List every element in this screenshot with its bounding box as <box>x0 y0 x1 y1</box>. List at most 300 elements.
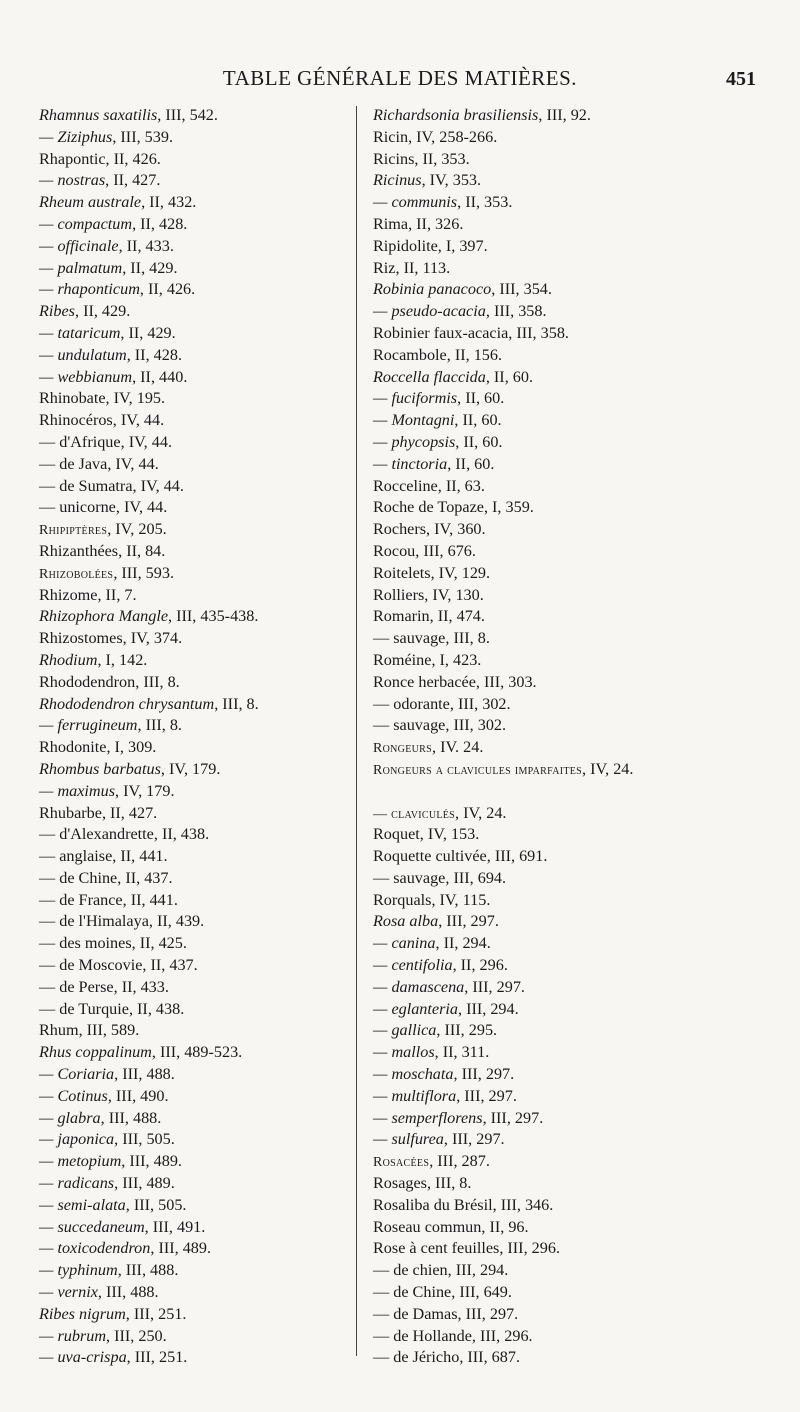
index-reference: , II, 294. <box>435 934 491 953</box>
index-entry <box>373 977 773 999</box>
index-reference: , II, 96. <box>481 1217 529 1236</box>
index-entry <box>373 585 773 607</box>
index-reference: , III, 302. <box>449 694 511 713</box>
index-entry <box>39 323 339 345</box>
index-entry <box>39 868 339 890</box>
index-term: Rorquals <box>373 890 432 909</box>
index-term: Ripidolite <box>373 236 438 255</box>
index-entry <box>373 606 773 628</box>
index-reference: , II, 429. <box>120 323 176 342</box>
index-term: — Coriaria <box>39 1065 115 1084</box>
index-term: — de France <box>39 890 123 909</box>
index-term: — communis <box>373 193 458 212</box>
index-entry <box>373 236 773 258</box>
index-reference: , IV, 44. <box>112 411 165 430</box>
index-reference: , III, 505. <box>114 1130 175 1149</box>
index-reference: , III, 92. <box>538 106 591 124</box>
index-reference: , III, 294. <box>447 1261 509 1280</box>
index-term: — moschata <box>373 1065 454 1084</box>
index-entry <box>373 759 773 803</box>
index-term: — rubrum <box>39 1326 107 1345</box>
index-term: — sauvage <box>373 868 446 887</box>
index-entry <box>373 279 773 301</box>
index-reference: , II, 353. <box>414 149 470 168</box>
index-reference: , II, 296. <box>452 956 508 975</box>
index-term: Ronce herbacée <box>373 672 476 691</box>
index-term: — de Turquie <box>39 999 129 1018</box>
index-reference: , III, 691. <box>486 847 548 866</box>
index-reference: , III, 296. <box>471 1326 533 1345</box>
index-entry <box>39 1064 339 1086</box>
index-reference: , IV, 195. <box>105 389 166 408</box>
index-entry <box>39 1129 339 1151</box>
index-entry <box>39 846 339 868</box>
index-reference: , I, 309. <box>106 738 157 757</box>
index-term: Roméine <box>373 650 432 669</box>
index-entry <box>39 694 339 716</box>
index-term: Roquette cultivée <box>373 847 487 866</box>
index-entry <box>373 323 773 345</box>
index-entry <box>39 824 339 846</box>
index-reference: , II, 438. <box>128 999 185 1018</box>
index-reference: , III, 294. <box>457 999 519 1018</box>
index-entry <box>373 955 773 977</box>
index-reference: , IV, 353. <box>421 171 482 190</box>
index-entry <box>39 628 339 650</box>
index-term: — tataricum <box>39 323 121 342</box>
index-term: — d'Alexandrette <box>39 825 154 844</box>
index-entry <box>373 170 773 192</box>
index-term: — Montagni <box>373 411 455 430</box>
index-entry <box>373 628 773 650</box>
index-term: Rosages <box>373 1174 427 1193</box>
index-entry <box>39 1151 339 1173</box>
index-reference: , III, 589. <box>78 1021 140 1040</box>
index-entry <box>373 1326 773 1348</box>
index-reference: , III, 250. <box>106 1326 167 1345</box>
index-entry <box>39 1195 339 1217</box>
index-term: — de Chine <box>373 1283 452 1302</box>
index-reference: , III, 8. <box>214 694 259 713</box>
index-reference: , II, 441. <box>122 890 178 909</box>
index-reference: , III, 303. <box>475 672 537 691</box>
index-term: Rosacées <box>373 1155 430 1171</box>
index-entry <box>373 933 773 955</box>
index-term: — undulatum <box>39 345 127 364</box>
index-reference: , III, 354. <box>491 280 552 299</box>
index-entry <box>373 672 773 694</box>
index-reference: , III, 488. <box>100 1108 162 1127</box>
index-entry <box>373 868 773 890</box>
index-reference: , II, 84. <box>118 541 166 560</box>
index-reference: , IV, 179. <box>115 781 175 800</box>
index-term: Ribes <box>39 302 75 321</box>
index-reference: , III, 302. <box>445 716 507 735</box>
index-term: — toxicodendron <box>39 1239 151 1258</box>
index-entry <box>373 1304 773 1326</box>
index-reference: , IV, 374. <box>122 629 183 648</box>
index-term: — compactum <box>39 214 133 233</box>
index-reference: , II, 437. <box>117 868 173 887</box>
index-entry <box>39 236 339 258</box>
index-term: Roquet <box>373 825 420 844</box>
index-term: — nostras <box>39 171 106 190</box>
index-reference: , III, 297. <box>464 977 525 996</box>
index-term: — de chien <box>373 1261 448 1280</box>
page-header <box>0 66 800 96</box>
index-term: Romarin <box>373 607 430 626</box>
index-entry <box>39 170 339 192</box>
index-term: Ribes nigrum <box>39 1304 126 1323</box>
index-reference: , II, 441. <box>112 847 168 866</box>
index-entry <box>373 1042 773 1064</box>
index-entry <box>39 1108 339 1130</box>
index-reference: , III, 489. <box>121 1152 182 1171</box>
index-entry <box>373 432 773 454</box>
index-reference: , II, 433. <box>118 236 174 255</box>
index-term: — odorante <box>373 694 450 713</box>
index-entry <box>39 476 339 498</box>
index-entry <box>373 1282 773 1304</box>
index-reference: , II, 156. <box>446 345 503 364</box>
index-entry <box>39 585 339 607</box>
index-term: — de Hollande <box>373 1326 472 1345</box>
index-entry <box>39 1304 339 1326</box>
index-term: — phycopsis <box>373 432 456 451</box>
index-term: — de Moscovie <box>39 956 143 975</box>
index-term: — webbianum <box>39 367 133 386</box>
index-entry <box>373 345 773 367</box>
index-reference: , II, 113. <box>395 258 451 277</box>
index-reference: , III, 8. <box>426 1174 472 1193</box>
index-entry <box>373 149 773 171</box>
index-term: — unicorne <box>39 498 116 517</box>
index-reference: , III, 491. <box>144 1217 206 1236</box>
index-reference: , III, 435-438. <box>168 607 259 626</box>
index-entry <box>373 497 773 519</box>
index-term: Rosa alba <box>373 912 439 931</box>
index-term: Robinier faux-acacia <box>373 323 509 342</box>
index-term: — maximus <box>39 781 115 800</box>
index-term: Rhizobolées <box>39 566 114 582</box>
index-entry <box>373 192 773 214</box>
index-reference: , II, 311. <box>434 1043 490 1062</box>
index-entry <box>373 1129 773 1151</box>
index-entry <box>373 454 773 476</box>
index-term: Rhodonite <box>39 738 107 757</box>
index-reference: , II, 60. <box>454 411 502 430</box>
index-reference: , IV, 24. <box>582 759 634 778</box>
index-reference: , III, 490. <box>107 1086 169 1105</box>
index-reference: , III, 251. <box>125 1304 187 1323</box>
index-reference: , II, 429. <box>74 302 131 321</box>
index-entry <box>373 1195 773 1217</box>
index-term: Richardsonia brasiliensis <box>373 106 539 124</box>
index-term: Rose à cent feuilles <box>373 1239 500 1258</box>
index-term: — canina <box>373 934 436 953</box>
index-reference: , II, 60. <box>447 454 495 473</box>
index-reference: , II, 60. <box>457 389 505 408</box>
index-term: — pseudo-acacia <box>373 302 486 321</box>
index-term: — de Java <box>39 454 108 473</box>
index-entry <box>373 1064 773 1086</box>
index-reference: , III, 593. <box>113 563 174 582</box>
index-term: — de Jéricho <box>373 1348 460 1367</box>
index-reference: , III, 346. <box>492 1195 554 1214</box>
index-term: — Ziziphus <box>39 127 113 146</box>
index-reference: , II, 7. <box>97 585 137 604</box>
index-reference: , III, 251. <box>126 1348 188 1367</box>
index-entry <box>373 519 773 541</box>
index-reference: , IV, 24. <box>455 803 507 822</box>
index-term: Riz <box>373 258 396 277</box>
index-term: — multiflora <box>373 1086 457 1105</box>
index-entry <box>373 563 773 585</box>
index-reference: , III, 287. <box>429 1152 490 1171</box>
index-term: — claviculés <box>373 806 456 822</box>
index-term: — vernix <box>39 1283 98 1302</box>
index-reference: , II, 60. <box>455 432 503 451</box>
index-term: — de Chine <box>39 868 118 887</box>
index-term: — Cotinus <box>39 1086 108 1105</box>
index-term: — rhaponticum <box>39 280 140 299</box>
index-reference: , II, 426. <box>139 280 196 299</box>
index-term: Roche de Topaze <box>373 498 484 517</box>
index-entry <box>373 127 773 149</box>
index-reference: , III, 489. <box>150 1239 212 1258</box>
index-reference: , III, 297. <box>456 1086 517 1105</box>
index-term: Roccella flaccida <box>373 367 486 386</box>
index-term: Rhamnus saxatilis <box>39 106 158 124</box>
index-entry <box>373 388 773 410</box>
index-entry <box>39 367 339 389</box>
index-entry <box>39 1173 339 1195</box>
index-entry <box>39 541 339 563</box>
index-term: Rocceline <box>373 476 438 495</box>
index-term: Rhododendron <box>39 672 136 691</box>
index-reference: , II, 433. <box>113 977 169 996</box>
index-term: Rhipiptères <box>39 523 108 539</box>
index-reference: , III, 687. <box>459 1348 520 1367</box>
index-reference: , I, 142. <box>97 650 148 669</box>
index-reference: , IV, 360. <box>426 520 486 539</box>
index-reference: , IV, 44. <box>115 498 168 517</box>
index-entry <box>39 1086 339 1108</box>
index-term: — centifolia <box>373 956 453 975</box>
index-entry <box>39 497 339 519</box>
index-term: Rhodium <box>39 650 98 669</box>
index-entry <box>39 803 339 825</box>
index-term: — damascena <box>373 977 465 996</box>
index-entry <box>373 301 773 323</box>
index-reference: , III, 297. <box>457 1304 519 1323</box>
index-entry <box>373 1347 773 1369</box>
index-term: — glabra <box>39 1108 101 1127</box>
index-reference: , I, 397. <box>437 236 488 255</box>
index-term: — sulfurea <box>373 1130 444 1149</box>
index-reference: , II, 60. <box>485 367 534 386</box>
index-entry <box>39 214 339 236</box>
index-entry <box>373 999 773 1021</box>
index-reference: , III, 488. <box>117 1261 179 1280</box>
index-reference: , II, 432. <box>141 193 197 212</box>
index-entry <box>39 345 339 367</box>
index-reference: , II, 427. <box>101 803 158 822</box>
index-term: Rosaliba du Brésil <box>373 1195 493 1214</box>
index-term: Ricinus <box>373 171 422 190</box>
index-entry <box>39 105 339 127</box>
index-reference: , III, 297. <box>443 1130 505 1149</box>
index-reference: , I, 359. <box>483 498 534 517</box>
index-reference: , IV, 205. <box>107 520 167 539</box>
index-term: Rhizanthées <box>39 541 119 560</box>
index-entry <box>39 977 339 999</box>
index-entry <box>39 650 339 672</box>
index-term: Rhizophora Mangle <box>39 607 169 626</box>
index-reference: , II, 439. <box>148 912 205 931</box>
index-term: Rochers <box>373 520 427 539</box>
index-term: Rhum <box>39 1021 79 1040</box>
index-reference: , III, 489-523. <box>151 1043 243 1062</box>
index-term: Rongeurs <box>373 741 432 757</box>
index-reference: , III, 358. <box>508 323 569 342</box>
index-term: — metopium <box>39 1152 122 1171</box>
index-reference: , II, 437. <box>142 956 198 975</box>
index-entry <box>39 388 339 410</box>
index-entry <box>373 911 773 933</box>
index-entry <box>39 1238 339 1260</box>
page-title: TABLE GÉNÉRALE DES MATIÈRES. <box>222 66 578 90</box>
index-term: Rongeurs a clavicules imparfaites <box>373 762 583 778</box>
index-term: — de Sumatra <box>39 476 133 495</box>
index-entry <box>373 1020 773 1042</box>
index-reference: , III, 358. <box>485 302 547 321</box>
index-reference: , II, 428. <box>132 214 188 233</box>
index-reference: , III, 505. <box>125 1195 187 1214</box>
index-entry <box>39 1282 339 1304</box>
index-term: — semi-alata <box>39 1195 126 1214</box>
index-term: — fuciformis <box>373 389 458 408</box>
index-reference: , IV, 258-266. <box>408 127 498 146</box>
index-term: — ferrugineum <box>39 716 138 735</box>
index-term: Robinia panacoco <box>373 280 492 299</box>
index-reference: , III, 297. <box>482 1108 544 1127</box>
index-term: Rhombus barbatus <box>39 759 161 778</box>
index-reference: , II, 440. <box>132 367 188 386</box>
index-entry <box>39 149 339 171</box>
index-entry <box>39 737 339 759</box>
index-entry <box>39 192 339 214</box>
index-reference: , IV, 44. <box>120 432 173 451</box>
index-term: — de Perse <box>39 977 114 996</box>
column-divider <box>356 106 357 1356</box>
index-entry <box>373 890 773 912</box>
index-reference: , II, 429. <box>122 258 178 277</box>
index-term: — sauvage <box>373 716 446 735</box>
index-term: — gallica <box>373 1021 437 1040</box>
index-entry <box>373 803 773 825</box>
index-entry <box>373 258 773 280</box>
index-term: Ricin <box>373 127 409 146</box>
index-term: Roitelets <box>373 563 431 582</box>
index-entry <box>39 410 339 432</box>
index-entry <box>39 432 339 454</box>
index-entry <box>373 1238 773 1260</box>
index-entry <box>39 781 339 803</box>
index-reference: , I, 423. <box>431 650 482 669</box>
index-reference: , III, 8. <box>137 716 182 735</box>
index-reference: , III, 296. <box>499 1239 560 1258</box>
index-entry <box>39 1260 339 1282</box>
index-reference: , IV, 179. <box>160 759 221 778</box>
index-reference: , II, 426. <box>105 149 161 168</box>
index-term: Rolliers <box>373 585 425 604</box>
index-entry <box>373 650 773 672</box>
index-entry <box>39 606 339 628</box>
index-term: — de l'Himalaya <box>39 912 149 931</box>
index-entry <box>39 1042 339 1064</box>
index-entry <box>39 1326 339 1348</box>
index-entry <box>373 105 773 127</box>
index-entry <box>373 715 773 737</box>
index-entry <box>373 846 773 868</box>
index-entry <box>39 955 339 977</box>
index-column-left <box>39 105 339 1369</box>
index-reference: , III, 297. <box>438 912 499 931</box>
index-term: — officinale <box>39 236 119 255</box>
index-reference: , II, 425. <box>131 934 187 953</box>
index-entry <box>39 933 339 955</box>
index-term: — semperflorens <box>373 1108 483 1127</box>
index-term: — de Damas <box>373 1304 458 1323</box>
index-entry <box>39 1347 339 1369</box>
index-entry <box>39 519 339 541</box>
index-reference: , II, 427. <box>105 171 161 190</box>
index-reference: , III, 8. <box>135 672 180 691</box>
index-column-right <box>373 105 773 1369</box>
index-term: Rhinobate <box>39 389 106 408</box>
index-term: Roseau commun <box>373 1217 482 1236</box>
index-term: Rocou <box>373 541 416 560</box>
index-reference: , III, 676. <box>415 541 476 560</box>
index-term: Rhus coppalinum <box>39 1043 152 1062</box>
index-entry <box>39 672 339 694</box>
index-entry <box>373 824 773 846</box>
index-term: — succedaneum <box>39 1217 145 1236</box>
index-entry <box>373 367 773 389</box>
index-reference: , IV, 44. <box>107 454 159 473</box>
index-term: — anglaise <box>39 847 113 866</box>
index-reference: , III, 539. <box>112 127 174 146</box>
index-term: — eglanteria <box>373 999 458 1018</box>
index-term: Rima <box>373 214 409 233</box>
index-term: Rocambole <box>373 345 447 364</box>
index-reference: , III, 8. <box>445 629 490 648</box>
index-entry <box>39 911 339 933</box>
index-reference: , III, 489. <box>114 1174 175 1193</box>
index-term: Ricins <box>373 149 415 168</box>
index-term: — palmatum <box>39 258 123 277</box>
index-reference: , III, 295. <box>436 1021 498 1040</box>
index-reference: , II, 438. <box>153 825 210 844</box>
index-entry <box>39 1217 339 1239</box>
index-term: — typhinum <box>39 1261 118 1280</box>
index-term: Rhododendron chrysantum <box>39 694 215 713</box>
index-entry <box>39 127 339 149</box>
index-term: — d'Afrique <box>39 432 121 451</box>
index-reference: , II, 326. <box>408 214 464 233</box>
index-reference: , III, 488. <box>114 1065 175 1084</box>
